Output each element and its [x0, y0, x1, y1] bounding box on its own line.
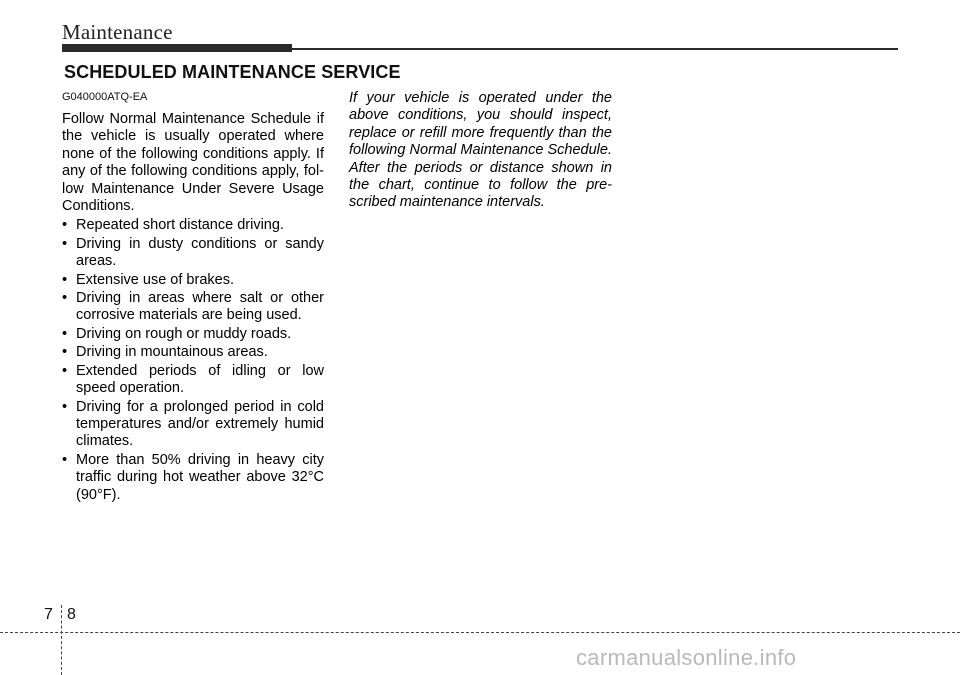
list-item: • Driving in areas where salt or other corrosive materials are being used.	[62, 290, 324, 325]
list-item: • Driving for a prolonged period in cold temperatures and/or extremely humid climates.	[62, 399, 324, 451]
severe-conditions-list	[62, 217, 324, 504]
list-item: • Driving in dusty conditions or sandy areas.	[62, 236, 324, 271]
left-column	[62, 90, 324, 504]
list-item: • Repeated short distance driving.	[62, 217, 324, 234]
intro-paragraph: Follow Normal Maintenance Schedule if the vehicle is usually operated where none of the following conditions apply. If any of the following conditions apply, fol-low Maintenance Under Severe Usage Conditions.	[62, 111, 324, 215]
header-rule-thin	[292, 48, 898, 50]
header-title: Maintenance	[62, 20, 173, 44]
list-item: • Driving in mountainous areas.	[62, 344, 324, 361]
chapter-number: 7	[44, 606, 53, 623]
list-item: • More than 50% driving in heavy city traffic during hot weather above 32°C (90°F).	[62, 452, 324, 504]
list-item: • Extended periods of idling or low speed operation.	[62, 363, 324, 398]
right-column	[349, 90, 612, 212]
list-item: • Driving on rough or muddy roads.	[62, 326, 324, 343]
reference-code: G040000ATQ-EA	[62, 91, 148, 103]
watermark: carmanualsonline.info	[576, 645, 797, 670]
page-number: 8	[67, 606, 76, 623]
footer-divider	[0, 632, 960, 633]
section-heading: SCHEDULED MAINTENANCE SERVICE	[64, 62, 401, 82]
header-rule-thick	[62, 44, 292, 52]
inspection-note: If your vehicle is operated under the above conditions, you should inspect, replace or refill more frequently than the following Normal Maintenance Schedule. After the periods or distance shown in the chart, continue to follow the pre-scribed maintenance intervals.	[349, 90, 612, 211]
list-item: • Extensive use of brakes.	[62, 272, 324, 289]
footer-page-divider	[61, 605, 62, 675]
